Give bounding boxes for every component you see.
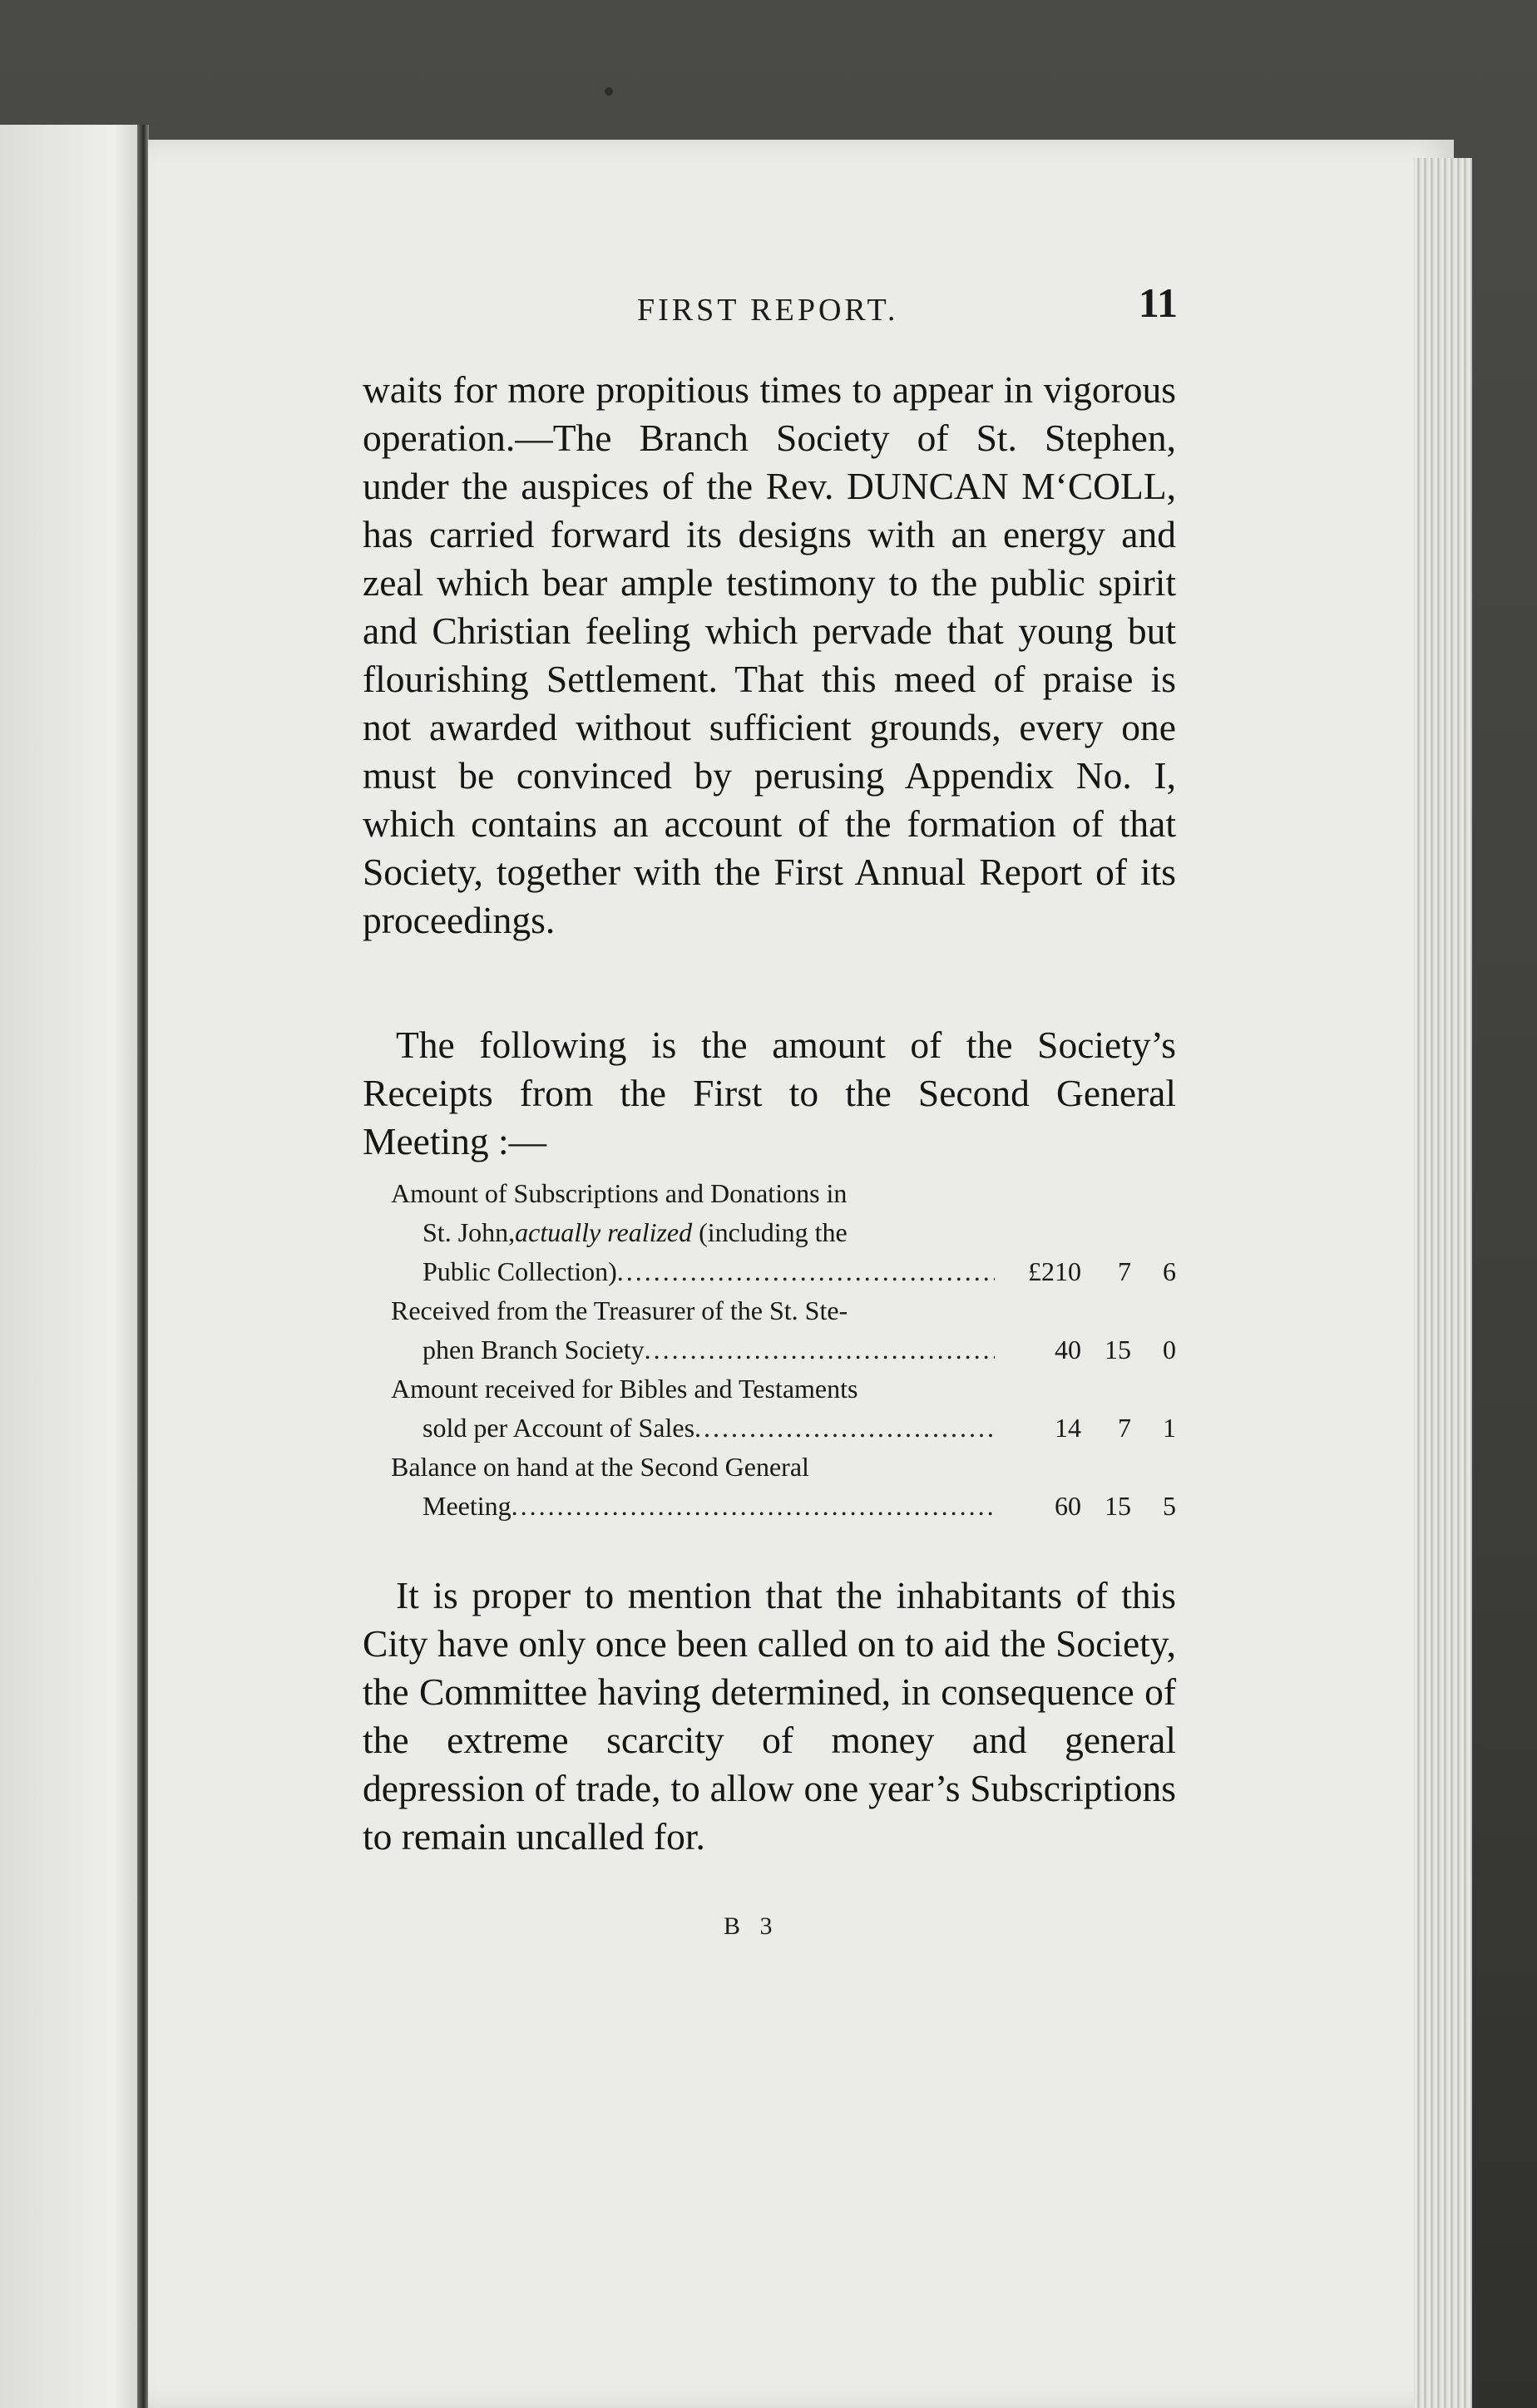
amount-shillings: 15 <box>1105 1491 1131 1521</box>
book-gutter <box>137 125 149 2408</box>
ledger-text: Amount of Subscriptions and Donations in <box>391 1178 848 1208</box>
page-edges <box>1414 158 1472 2408</box>
ledger-amount <box>995 1487 1176 1526</box>
amount-pence: 5 <box>1163 1491 1176 1521</box>
amount-pounds: 40 <box>1055 1335 1081 1364</box>
page-number: 11 <box>1138 279 1178 326</box>
ledger-italic-text: actually realized <box>515 1217 693 1247</box>
amount-pounds: 60 <box>1055 1491 1081 1521</box>
amount-pence: 1 <box>1163 1413 1176 1443</box>
page-header <box>363 277 1194 343</box>
ledger-text: Received from the Treasurer of the St. Ste- <box>391 1295 848 1325</box>
ledger-entry <box>391 1291 1176 1369</box>
running-head: FIRST REPORT. <box>637 293 899 328</box>
ledger-text: Meeting <box>423 1491 512 1521</box>
dot-leader <box>694 1409 995 1448</box>
paragraph-2: The following is the amount of the Society’s Receipts from the First to the Second General Meeting :— <box>363 1024 1176 1162</box>
ledger-text: (including the <box>692 1217 848 1247</box>
amount-shillings: 7 <box>1118 1256 1131 1286</box>
dot-leader <box>617 1252 995 1291</box>
ledger-entry <box>391 1369 1176 1448</box>
receipts-ledger <box>391 1174 1176 1526</box>
amount-pence: 6 <box>1163 1256 1176 1286</box>
paragraph-3: It is proper to mention that the inhabitants of this City have only once been called on to aid the Society, the Committee having determined, in consequence of the extreme scarcity of money and general depression of trade, to allow one year’s Subscriptions to remain uncalled for. <box>363 1574 1176 1858</box>
paragraph-1: waits for more propitious times to appear in vigorous operation.—The Branch Society of St. Stephen, under the auspices of the Rev. DUNCAN M‘COLL, has carried forward its designs with an energy and zeal which bear ample testimony to the public spirit and Christian feeling which pervade that young but flourishing Settlement. That this meed of praise is not awarded without sufficient grounds, every one must be convinced by perusing Appendix No. I, which contains an account of the formation of that Society, together with the First Annual Report of its proceedings. <box>363 368 1176 941</box>
ledger-entry <box>391 1448 1176 1526</box>
dot-leader <box>512 1487 995 1526</box>
amount-pence: 0 <box>1163 1335 1176 1364</box>
ledger-text: Amount received for Bibles and Testaments <box>391 1374 858 1404</box>
ledger-amount <box>995 1330 1176 1369</box>
ledger-text: Public Collection) <box>423 1256 617 1286</box>
ledger-text: phen Branch Society <box>423 1335 645 1364</box>
ledger-text: Balance on hand at the Second General <box>391 1452 809 1482</box>
dot-leader <box>645 1330 995 1369</box>
dust-speck <box>605 87 613 96</box>
ledger-entry <box>391 1174 1176 1291</box>
amount-pounds: 14 <box>1055 1413 1081 1443</box>
signature-mark: B 3 <box>724 1912 779 1940</box>
ledger-amount <box>995 1409 1176 1448</box>
ledger-text: St. John, <box>423 1217 516 1247</box>
ledger-amount <box>995 1252 1176 1291</box>
ledger-text: sold per Account of Sales <box>423 1413 695 1443</box>
amount-shillings: 7 <box>1118 1413 1131 1443</box>
amount-shillings: 15 <box>1105 1335 1131 1364</box>
amount-pounds: £210 <box>1028 1256 1081 1286</box>
facing-page <box>0 125 143 2408</box>
